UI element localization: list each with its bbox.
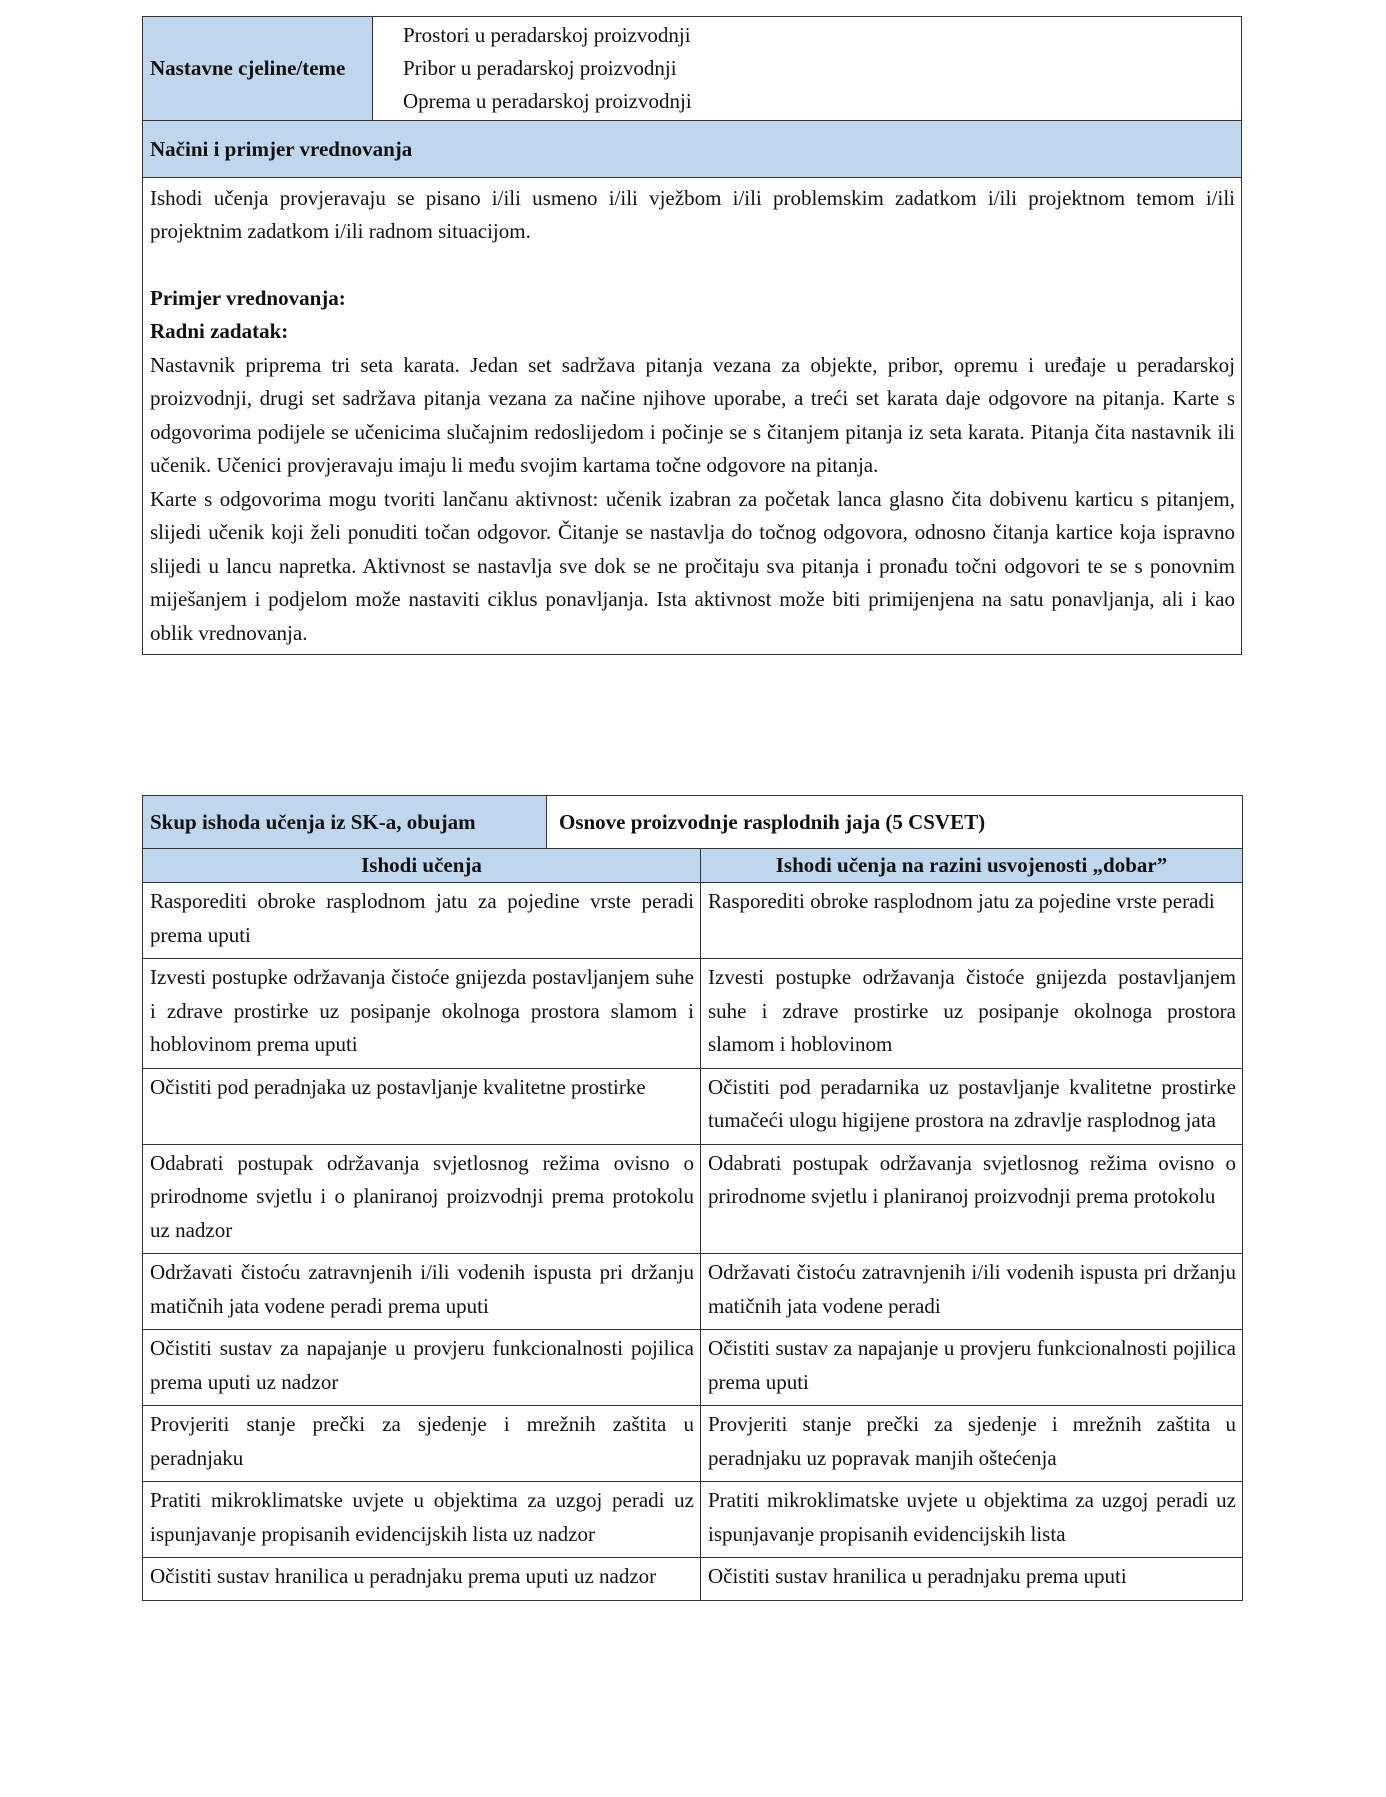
topic-item: Prostori u peradarskoj proizvodnji (403, 23, 691, 47)
outcome-cell: Očistiti pod peradnjaka uz postavljanje kvalitetne prostirke (143, 1068, 701, 1144)
good-level-cell: Provjeriti stanje prečki za sjedenje i mrežnih zaštita u peradnjaku uz popravak manjih oštećenja (701, 1406, 1243, 1482)
column-header-good-level: Ishodi učenja na razini usvojenosti „dobar” (701, 848, 1243, 883)
outcome-cell: Pratiti mikroklimatske uvjete u objektima za uzgoj peradi uz ispunjavanje propisanih evidencijskih lista uz nadzor (143, 1482, 701, 1558)
table-row (143, 1144, 1243, 1254)
units-list (373, 17, 1242, 121)
outcome-cell: Rasporediti obroke rasplodnom jatu za pojedine vrste peradi prema uputi (143, 883, 701, 959)
table-row (143, 1068, 1243, 1144)
outcome-set-value: Osnove proizvodnje rasplodnih jaja (5 CSVET) (547, 796, 1243, 849)
column-header-outcomes: Ishodi učenja (143, 848, 701, 883)
table-row (143, 1558, 1243, 1601)
evaluation-body (143, 177, 1242, 655)
units-label: Nastavne cjeline/teme (143, 17, 373, 121)
outcome-cell: Izvesti postupke održavanja čistoće gnijezda postavljanjem suhe i zdrave prostirke uz posipanje okolnoga prostora slamom i hoblovinom prema uputi (143, 959, 701, 1069)
good-level-cell: Rasporediti obroke rasplodnom jatu za pojedine vrste peradi (701, 883, 1243, 959)
outcome-cell: Odabrati postupak održavanja svjetlosnog režima ovisno o prirodnome svjetlu i o planiranoj proizvodnji prema protokolu uz nadzor (143, 1144, 701, 1254)
table-row (143, 883, 1243, 959)
teaching-units-table (142, 16, 1242, 655)
good-level-cell: Očistiti pod peradarnika uz postavljanje kvalitetne prostirke tumačeći ulogu higijene prostora na zdravlje rasplodnog jata (701, 1068, 1243, 1144)
outcome-cell: Provjeriti stanje prečki za sjedenje i mrežnih zaštita u peradnjaku (143, 1406, 701, 1482)
task-title: Radni zadatak: (150, 319, 289, 343)
topic-item: Oprema u peradarskoj proizvodnji (403, 89, 692, 113)
good-level-cell: Odabrati postupak održavanja svjetlosnog režima ovisno o prirodnome svjetlu i planiranoj proizvodnji prema protokolu (701, 1144, 1243, 1254)
good-level-cell: Održavati čistoću zatravnjenih i/ili vodenih ispusta pri držanju matičnih jata vodene peradi (701, 1254, 1243, 1330)
table-row (143, 1330, 1243, 1406)
outcome-set-label: Skup ishoda učenja iz SK-a, obujam (143, 796, 547, 849)
paragraph-spacer (150, 249, 1235, 282)
good-level-cell: Pratiti mikroklimatske uvjete u objektima za uzgoj peradi uz ispunjavanje propisanih evidencijskih lista (701, 1482, 1243, 1558)
good-level-cell: Očistiti sustav za napajanje u provjeru funkcionalnosti pojilica prema uputi (701, 1330, 1243, 1406)
table-row (143, 1482, 1243, 1558)
example-title: Primjer vrednovanja: (150, 285, 346, 310)
evaluation-section-title: Načini i primjer vrednovanja (143, 121, 1242, 178)
task-paragraph-1: Nastavnik priprema tri seta karata. Jedan set sadržava pitanja vezana za objekte, pribor, opremu i uređaje u peradarskoj proizvodnji, drugi set sadržava pitanja vezana za načine njihove uporabe, a treći set karata daje odgovore na pitanja. Karte s odgovorima podijele se učenicima slučajnim redoslijedom i počinje se s čitanjem pitanja iz seta karata. Pitanja čita nastavnik ili učenik. Učenici provjeravaju imaju li među svojim kartama točne odgovore na pitanja. (150, 352, 1235, 477)
good-level-cell: Izvesti postupke održavanja čistoće gnijezda postavljanjem suhe i zdrave prostirke uz posipanje okolnoga prostora slamom i hoblovinom (701, 959, 1243, 1069)
evaluation-intro: Ishodi učenja provjeravaju se pisano i/ili usmeno i/ili vježbom i/ili problemskim zadatkom i/ili projektnom temom i/ili projektnim zadatkom i/ili radnom situacijom. (150, 185, 1235, 243)
table-row (143, 1406, 1243, 1482)
table-row (143, 959, 1243, 1069)
good-level-cell: Očistiti sustav hranilica u peradnjaku prema uputi (701, 1558, 1243, 1601)
task-paragraph-2: Karte s odgovorima mogu tvoriti lančanu aktivnost: učenik izabran za početak lanca glasno čita dobivenu karticu s pitanjem, slijedi učenik koji želi ponuditi točan odgovor. Čitanje se nastavlja do točnog odgovora, odnosno čitanja kartice koja ispravno slijedi u lancu napretka. Aktivnost se nastavlja sve dok se ne pročitaju sva pitanja i pronađu točni odgovori te se s ponovnim miješanjem i podjelom može nastaviti ciklus ponavljanja. Ista aktivnost može biti primijenjena na satu ponavljanja, ali i kao oblik vrednovanja. (150, 486, 1235, 645)
table-row (143, 1254, 1243, 1330)
topic-item: Pribor u peradarskoj proizvodnji (403, 56, 677, 80)
outcome-cell: Održavati čistoću zatravnjenih i/ili vodenih ispusta pri držanju matičnih jata vodene peradi prema uputi (143, 1254, 701, 1330)
learning-outcomes-table (142, 795, 1243, 1601)
outcome-cell: Očistiti sustav hranilica u peradnjaku prema uputi uz nadzor (143, 1558, 701, 1601)
outcome-cell: Očistiti sustav za napajanje u provjeru funkcionalnosti pojilica prema uputi uz nadzor (143, 1330, 701, 1406)
